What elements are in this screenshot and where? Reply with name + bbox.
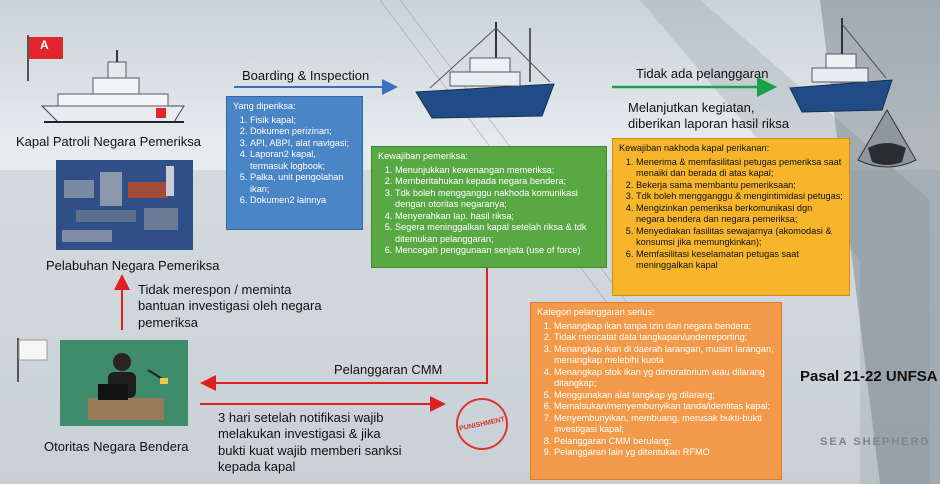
inspector-duties-title: Kewajiban pemeriksa: bbox=[378, 151, 468, 161]
list-item: 3. Tdk boleh mengganggu & mengintimidasi petugas; bbox=[636, 191, 843, 203]
flag-letter: A bbox=[40, 38, 49, 52]
cmm-violation-label: Pelanggaran CMM bbox=[334, 362, 443, 377]
inspected-title: Yang diperiksa: bbox=[233, 101, 296, 111]
list-item: 1. Menunjukkan kewenangan memeriksa; bbox=[395, 165, 600, 177]
list-item: 1. Menerima & memfasilitasi petugas pemeriksa saat menaiki dan berada di atas kapal; bbox=[636, 157, 843, 180]
list-item: 5. Menyediakan fasilitas sewajarnya (akomodasi & konsumsi jika memungkinkan); bbox=[636, 226, 843, 249]
punishment-stamp: PUNISHMENT bbox=[451, 393, 513, 455]
list-item: 3. Menangkap ikan di daerah larangan, musim larangan, menangkap melebihi kuota bbox=[554, 344, 775, 367]
master-duties-title: Kewajiban nakhoda kapal perikanan: bbox=[619, 143, 770, 153]
master-duties-box bbox=[612, 138, 850, 296]
list-item: 9. Pelanggaran lain yg ditentukan RFMO bbox=[554, 447, 775, 459]
inspector-duties-box bbox=[371, 146, 607, 268]
watermark: SEA SHEPHERD bbox=[820, 436, 931, 448]
list-item: 4. Mengizinkan pemeriksa berkomunikasi dgn negara bendera dan negara pemeriksa; bbox=[636, 203, 843, 226]
list-item: 3. Tdk boleh mengganggu nakhoda komunikasi dengan otoritas negaranya; bbox=[395, 188, 600, 211]
pasal-label: Pasal 21-22 UNFSA bbox=[800, 368, 938, 385]
list-item: 1. Menangkap ikan tanpa izin dari negara bendera; bbox=[554, 321, 775, 333]
list-item: 4. Menyerahkan lap. hasil riksa; bbox=[395, 211, 600, 223]
flag-state-label: Otoritas Negara Bendera bbox=[44, 439, 189, 454]
list-item: 5. Segera meninggalkan kapal setelah riksa & tdk ditemukan pelanggaran; bbox=[395, 222, 600, 245]
patrol-label: Kapal Patroli Negara Pemeriksa bbox=[16, 134, 201, 149]
list-item: 4. Menangkap stok ikan yg dimoratorium atau dilarang ditangkap; bbox=[554, 367, 775, 390]
list-item: 1. Fisik kapal; bbox=[250, 115, 356, 127]
three-days-label: 3 hari setelah notifikasi wajib melakukan investigasi & jika bukti kuat wajib memberi sanksi kepada kapal bbox=[218, 410, 402, 474]
serious-violations-box bbox=[530, 302, 782, 480]
port-label: Pelabuhan Negara Pemeriksa bbox=[46, 258, 220, 273]
continue-label: Melanjutkan kegiatan, diberikan laporan hasil riksa bbox=[628, 100, 790, 132]
no-response-label: Tidak merespon / meminta bantuan investigasi oleh negara pemeriksa bbox=[138, 282, 322, 330]
list-item: 6. Memfasilitasi keselamatan petugas saat meninggalkan kapal bbox=[636, 249, 843, 272]
list-item: 8. Pelanggaran CMM berulang; bbox=[554, 436, 775, 448]
list-item: 2. Tidak mencatat data tangkapan/underreporting; bbox=[554, 332, 775, 344]
list-item: 5. Menggunakan alat tangkap yg dilarang; bbox=[554, 390, 775, 402]
no-violation-label: Tidak ada pelanggaran bbox=[636, 66, 769, 81]
list-item: 6. Dokumen2 lainnya bbox=[250, 195, 356, 207]
list-item: 6. Memalsukan/menyembunyikan tanda/identitas kapal; bbox=[554, 401, 775, 413]
serious-title: Kategori pelanggaran serius: bbox=[537, 307, 655, 317]
list-item: 5. Palka, unit pengolahan ikan; bbox=[250, 172, 356, 195]
list-item: 2. Memberitahukan kepada negara bendera; bbox=[395, 176, 600, 188]
list-item: 3. API, ABPI, alat navigasi; bbox=[250, 138, 356, 150]
inspected-box bbox=[226, 96, 363, 230]
list-item: 4. Laporan2 kapal, termasuk logbook; bbox=[250, 149, 356, 172]
boarding-label: Boarding & Inspection bbox=[242, 68, 370, 83]
list-item: 6. Mencegah penggunaan senjata (use of force) bbox=[395, 245, 600, 257]
list-item: 2. Bekerja sama membantu pemeriksaan; bbox=[636, 180, 843, 192]
list-item: 2. Dokumen perizinan; bbox=[250, 126, 356, 138]
list-item: 7. Menyembunyikan, membuang, merusak bukti-bukti investigasi kapal; bbox=[554, 413, 775, 436]
